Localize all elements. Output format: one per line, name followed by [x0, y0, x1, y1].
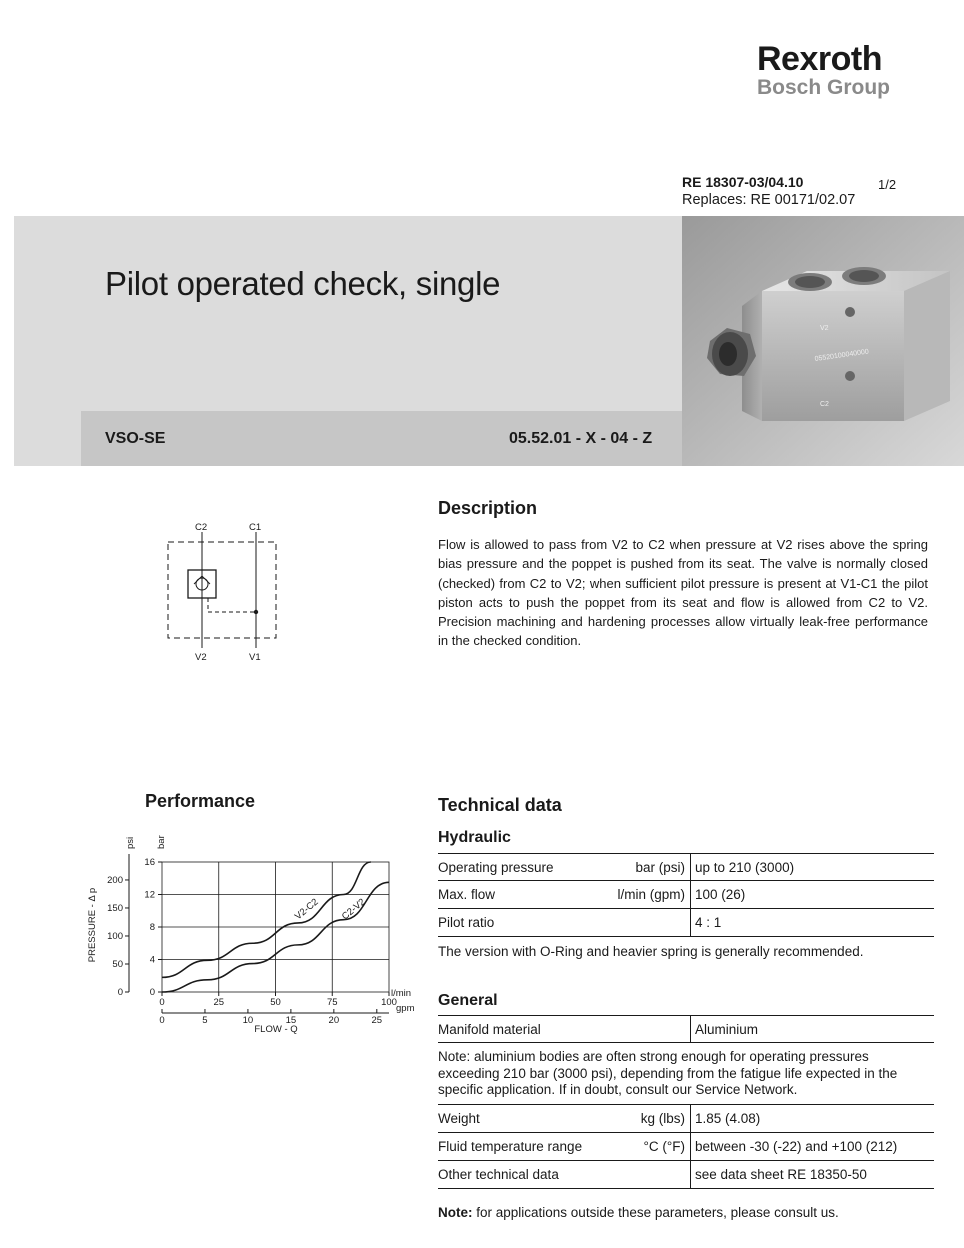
x2-tick-label: 20 [328, 1015, 340, 1026]
table-row [438, 853, 934, 881]
row-value: 100 (26) [695, 887, 746, 902]
brand-logo-name: Rexroth [757, 40, 882, 78]
photo-port-c2: C2 [820, 401, 829, 408]
y-axis-label: PRESSURE - Δ p [87, 887, 98, 963]
x-tick-label: 75 [326, 997, 338, 1008]
y-tick-label: 12 [144, 889, 155, 901]
row-label: Max. flow [438, 887, 496, 902]
table-row [438, 909, 934, 937]
row-value: 4 : 1 [695, 915, 722, 930]
final-note-label: Note: [438, 1205, 473, 1220]
final-note-text: for applications outside these parameters, please consult us. [472, 1205, 839, 1220]
series-label: C2-V2 [339, 896, 368, 923]
hydraulic-schematic [160, 515, 290, 665]
y-tick-label: 4 [149, 954, 155, 966]
row-value: up to 210 (3000) [695, 860, 795, 875]
y2-tick-label: 0 [117, 987, 123, 998]
page-number: 1/2 [878, 177, 897, 192]
x2-tick-label: 0 [159, 1015, 165, 1026]
y-unit-primary: bar [156, 835, 167, 849]
row-value: see data sheet RE 18350-50 [695, 1166, 867, 1182]
photo-port-v2: V2 [820, 325, 829, 332]
y-unit-secondary: psi [125, 836, 136, 849]
replaces-reference: Replaces: RE 00171/02.07 [682, 192, 856, 208]
row-value: Aluminium [695, 1022, 759, 1037]
hydraulic-table [438, 853, 934, 937]
row-label: Pilot ratio [438, 915, 495, 930]
page-title: Pilot operated check, single [105, 265, 501, 302]
series-label: V2-C2 [292, 896, 321, 923]
table-row [438, 1105, 934, 1133]
brand-logo-group: Bosch Group [757, 76, 891, 99]
photo-marking: 05520100040000 [814, 348, 870, 363]
description-heading: Description [438, 498, 538, 518]
performance-heading: Performance [145, 791, 256, 811]
x-tick-label: 0 [159, 997, 165, 1008]
general-note: Note: aluminium bodies are often strong enough for operating pressures exceeding 210 bar (3000 psi), depending from the fatigue life expected in the specific application. If in doubt, consult our Service Network. [438, 1043, 934, 1105]
table-row [438, 1133, 934, 1161]
y-tick-label: 16 [144, 857, 155, 868]
y-tick-label: 0 [149, 987, 155, 998]
schematic-port-v1: V1 [249, 652, 261, 663]
table-row [438, 1161, 934, 1189]
x-unit-primary: l/min [391, 988, 412, 999]
row-unit: kg (lbs) [640, 1110, 685, 1126]
order-code: 05.52.01 - X - 04 - Z [509, 430, 653, 447]
row-label: Manifold material [438, 1022, 541, 1037]
technical-heading: Technical data [438, 795, 562, 815]
table-row [438, 1015, 934, 1043]
final-note [438, 1205, 934, 1222]
x2-tick-label: 10 [242, 1015, 254, 1026]
x2-tick-label: 15 [285, 1015, 297, 1026]
row-value: 1.85 (4.08) [695, 1110, 761, 1126]
schematic-port-v2: V2 [195, 652, 207, 663]
x-axis-label: FLOW - Q [254, 1024, 298, 1035]
row-unit: l/min (gpm) [617, 887, 685, 902]
row-unit: °C (°F) [643, 1138, 685, 1154]
hydraulic-note: The version with O-Ring and heavier spring is generally recommended. [438, 944, 864, 959]
x2-tick-label: 5 [202, 1015, 208, 1026]
description-text: Flow is allowed to pass from V2 to C2 when pressure at V2 rises above the spring bias pressure and the poppet is pushed from its seat. The valve is normally closed (checked) from C2 to V2; when sufficient pilot pressure is present at V1-C1 the pilot piston acts to push the poppet from its seat and flow is allowed from C2 to V2. Precision machining and hardening processes allow virtually leak-free performance in the checked condition. [438, 537, 928, 649]
y-tick-label: 8 [149, 922, 155, 933]
document-reference: RE 18307-03/04.10 [682, 174, 804, 190]
y2-tick-label: 200 [107, 874, 123, 886]
row-unit: bar (psi) [635, 860, 685, 875]
product-photo [682, 216, 964, 466]
performance-chart [80, 828, 440, 1038]
y2-tick-label: 150 [107, 902, 123, 914]
row-label: Operating pressure [438, 860, 554, 875]
x2-tick-label: 25 [371, 1015, 383, 1026]
schematic-port-c2: C2 [195, 522, 208, 533]
x-tick-label: 25 [213, 997, 225, 1008]
row-label: Other technical data [438, 1166, 559, 1182]
schematic-port-c1: C1 [249, 522, 262, 533]
x-tick-label: 50 [270, 997, 281, 1008]
row-label: Fluid temperature range [438, 1138, 583, 1154]
y2-tick-label: 50 [112, 958, 123, 970]
hydraulic-heading: Hydraulic [438, 829, 511, 846]
table-row [438, 881, 934, 909]
y2-tick-label: 100 [107, 930, 123, 942]
x-tick-label: 100 [381, 997, 397, 1008]
model-code: VSO-SE [105, 430, 166, 447]
general-table [438, 1015, 934, 1189]
general-heading: General [438, 992, 498, 1009]
x-unit-secondary: gpm [396, 1003, 415, 1014]
row-label: Weight [438, 1110, 480, 1126]
row-value: between -30 (-22) and +100 (212) [695, 1138, 898, 1154]
